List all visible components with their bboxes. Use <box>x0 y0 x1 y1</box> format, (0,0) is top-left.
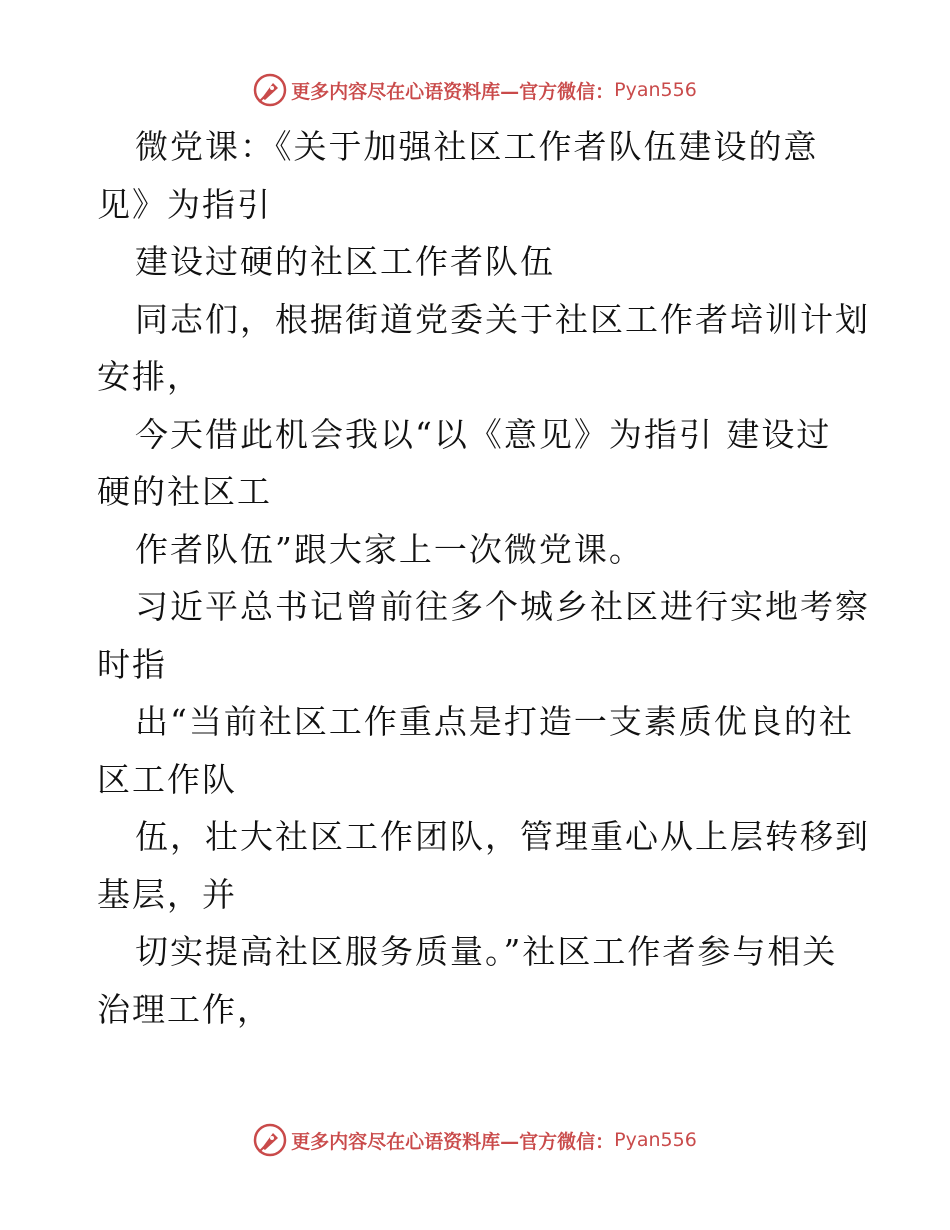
text-line: 区工作队 <box>97 759 237 799</box>
footer-banner <box>0 1120 950 1160</box>
text-line: 基层，并 <box>97 874 237 914</box>
text-line: 硬的社区工 <box>97 472 272 511</box>
document-body <box>97 118 870 1038</box>
text-line: 治理工作， <box>97 989 272 1029</box>
text-line: 出“当前社区工作重点是打造一支素质优良的社 <box>135 702 854 741</box>
pen-nib-logo-icon <box>253 73 287 107</box>
text-line: 今天借此机会我以“以《意见》为指引 建设过 <box>135 414 832 454</box>
text-line: 建设过硬的社区工作者队伍 <box>135 242 555 281</box>
text-line: 时指 <box>97 644 167 684</box>
text-line: 见》为指引 <box>97 184 272 224</box>
text-line: 作者队伍”跟大家上一次微党课。 <box>135 529 644 569</box>
text-line: 伍，壮大社区工作团队，管理重心从上层转移到 <box>135 817 870 856</box>
text-line: 习近平总书记曾前往多个城乡社区进行实地考察 <box>135 587 870 626</box>
text-line: 同志们，根据街道党委关于社区工作者培训计划 <box>135 299 870 339</box>
banner-text: 更多内容尽在心语资料库—官方微信： <box>291 1130 615 1153</box>
banner-wechat-id: Pyan556 <box>614 1129 697 1151</box>
pen-nib-logo-icon <box>253 1123 287 1157</box>
text-line: 切实提高社区服务质量。”社区工作者参与相关 <box>135 932 838 971</box>
banner-text: 更多内容尽在心语资料库—官方微信： <box>291 80 615 103</box>
header-banner <box>0 70 950 110</box>
text-line: 安排， <box>97 357 202 396</box>
banner-wechat-id: Pyan556 <box>614 79 697 101</box>
text-line: 微党课：《关于加强社区工作者队伍建设的意 <box>135 127 819 166</box>
